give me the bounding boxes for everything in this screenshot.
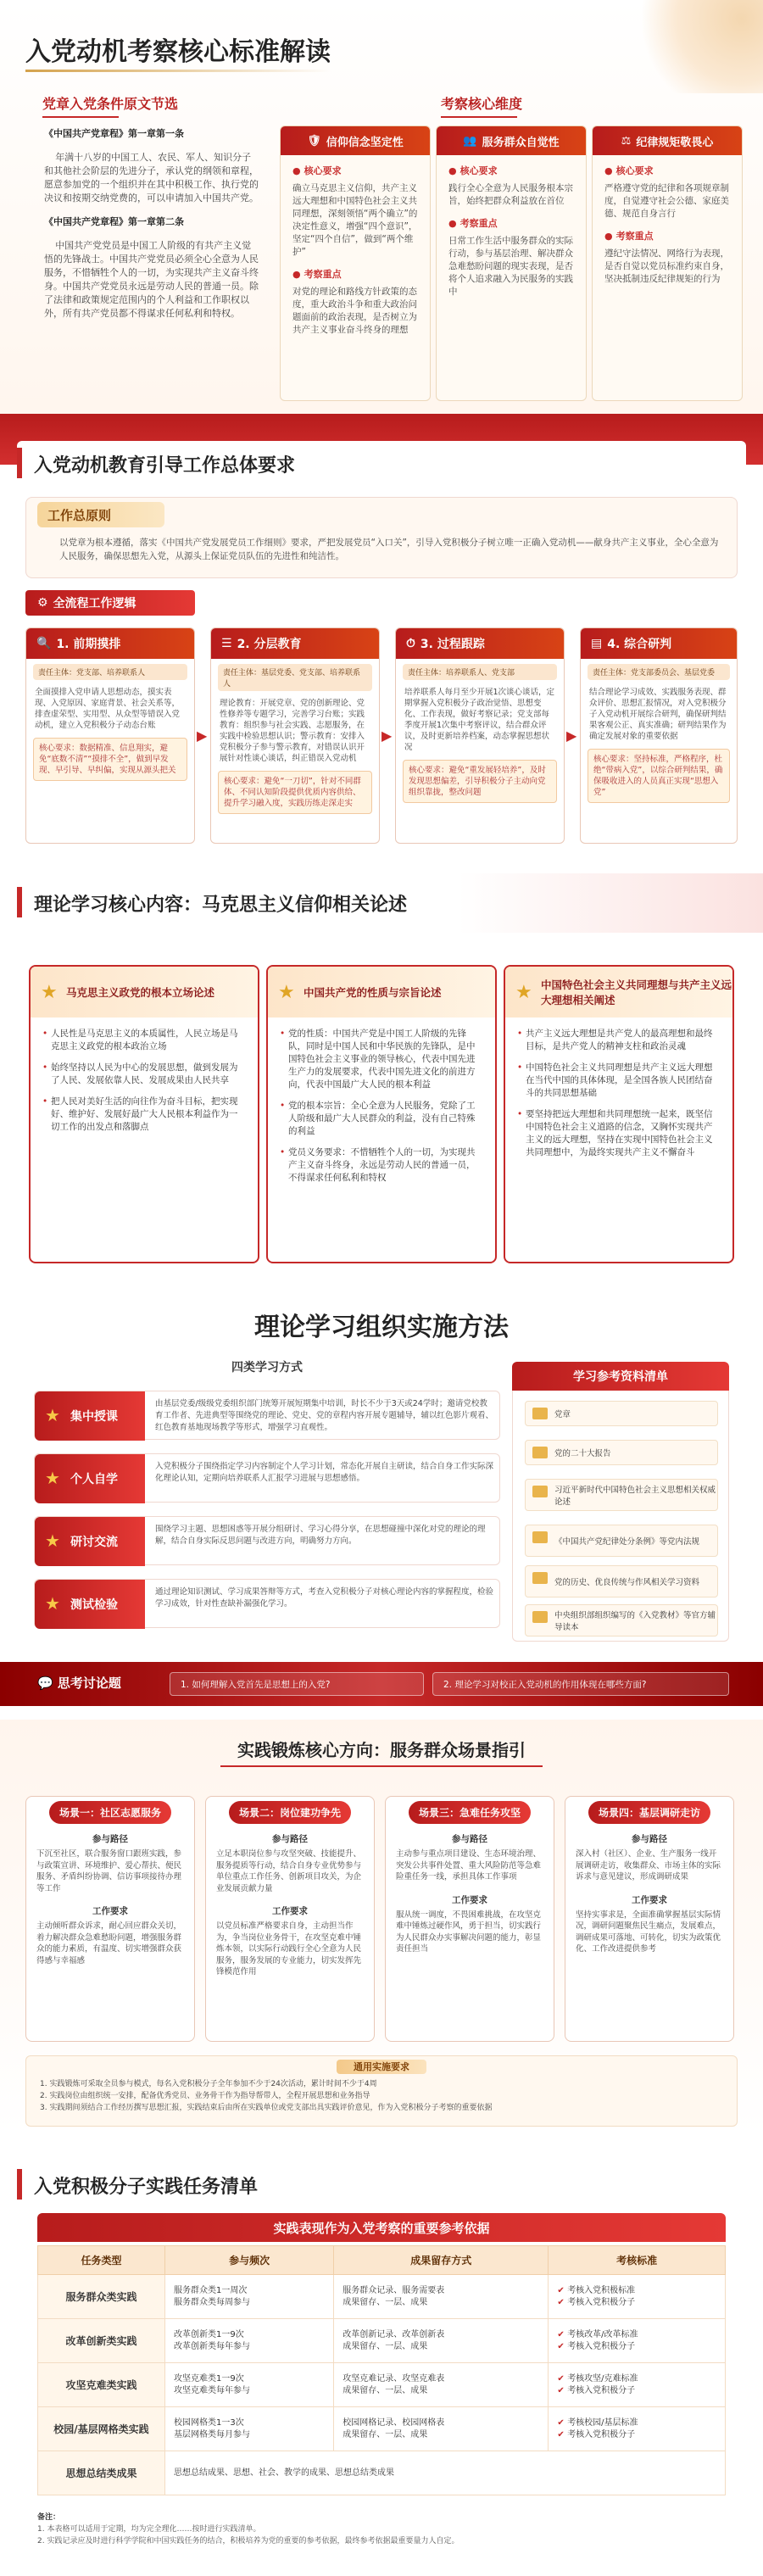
path-label: 参与路径: [92, 1834, 128, 1844]
path-label: 参与路径: [272, 1834, 308, 1844]
people-icon: 👥: [463, 134, 477, 148]
req-label: 工作要求: [272, 1906, 308, 1916]
clock-icon: ⏱: [406, 637, 415, 650]
general-list: [26, 2073, 737, 2119]
section-title: 实践锻炼核心方向：服务群众场景指引: [220, 1740, 543, 1767]
task-keep: 改革创新记录、改革创新表 成果留存、一层、成果: [334, 2319, 549, 2363]
table-row: [38, 2275, 726, 2319]
req-text: 主动倾听群众诉求，耐心回应群众关切，着力解决群众急难愁盼问题，增强服务群众的能力素质，有温度、切实增强群众获得感与幸福感: [36, 1921, 182, 1965]
dimension-card-service: [436, 125, 587, 401]
reference-item[interactable]: 党的二十大报告: [525, 1440, 718, 1465]
task-type: 服务群众类实践: [38, 2275, 165, 2319]
task-keep: 攻坚克难记录、攻坚克难表 成果留存、一层、成果: [334, 2363, 549, 2407]
theory-card-header: ★ 马克思主义政党的根本立场论述: [31, 967, 258, 1018]
method-row-discussion: [34, 1516, 500, 1565]
general-requirements: [25, 2055, 738, 2127]
path-label: 参与路径: [632, 1834, 667, 1844]
method-text: 围绕学习主题、思想困惑等开展分组研讨、学习心得分享，在思想碰撞中深化对党的理论的理解，结合自身实际反思问题与改进方向，明确努力方向。: [155, 1525, 486, 1546]
dimension-card-header: 👥 服务群众自觉性: [437, 126, 586, 155]
left-heading: 党章入党条件原文节选: [42, 93, 178, 113]
task-std: ✔ 考核入党积极标准 ✔ 考核入党积极分子: [549, 2275, 726, 2319]
dot-icon: ●: [292, 268, 301, 280]
reference-item[interactable]: 《中国共产党纪律处分条例》等党内法规: [525, 1525, 718, 1557]
focus-label: ● 考察重点: [604, 230, 654, 242]
scale-icon: ⚖: [621, 134, 632, 148]
method-label: ★ 集中授课: [35, 1391, 145, 1441]
step-note: 核心要求：避免“重发展轻培养”，及时发现思想偏差，引导积极分子主动向党组织靠拢，整改问题: [403, 760, 557, 803]
step-note: 核心要求：坚持标准，严格程序，杜绝“带病入党”，以综合研判结果，确保吸收进入的人员真正实现“思想入党”: [588, 749, 730, 803]
section-title: 入党积极分子实践任务清单: [34, 2177, 259, 2198]
method-text: 由基层党委/级级党委组织部门统筹开展短期集中培训，时长不少于3天或24学时；邀请党校教育工作者、先进典型等围绕党的理论、党史、党的章程内容开展专题辅导，辅以红色影片观看、红色教育基地现场教学等形式，增强学习直观性。: [155, 1399, 494, 1432]
section-marker: [17, 448, 22, 478]
method-row-lecture: [34, 1391, 500, 1440]
req-label: 工作要求: [92, 1906, 128, 1916]
arrow-right-icon: ▶: [566, 728, 577, 744]
core-label: ● 核心要求: [604, 164, 654, 176]
dimension-card-discipline: [592, 125, 743, 401]
discussion-label: 💬 思考讨论题: [37, 1676, 121, 1691]
theory-card-list: [31, 1018, 258, 1152]
column-header: 成果留存方式: [334, 2246, 549, 2275]
folder-icon: [532, 1447, 548, 1458]
dot-icon: ●: [604, 230, 613, 242]
folder-icon: [532, 1486, 548, 1497]
step-note: 核心要求：数据精准、信息翔实，避免“底数不清”“摸排不全”，做到早发现、早引导、早纠偏，实现从源头把关: [33, 738, 187, 781]
req-text: 坚持实事求是，全面准确掌握基层实际情况，调研问题聚焦民生痛点，发展难点，调研成果可落地、可转化，切实为政策优化、工作改进提供参考: [576, 1910, 721, 1954]
section-title: 理论学习核心内容：马克思主义信仰相关论述: [34, 895, 408, 916]
scenario-card-2: [205, 1796, 375, 2042]
task-keep: 服务群众记录、服务需要表 成果留存、一层、成果: [334, 2275, 549, 2319]
list-item: • 把人民对美好生活的向往作为奋斗目标，把实现好、维护好、发展好最广大人民根本利益作为一切工作的出发点和落脚点: [42, 1096, 246, 1134]
flow-label: ⚙ 全流程工作逻辑: [25, 590, 195, 616]
check-icon: ✔: [557, 2341, 568, 2351]
charter-article-1-text: 年满十八岁的中国工人、农民、军人、知识分子和其他社会阶层的先进分子，承认党的纲领和章程，愿意参加党的一个组织并在其中积极工作、执行党的决议和按期交纳党费的，可以申请加入中国共产党。: [44, 152, 259, 204]
step-text: 全面摸排入党申请人思想动态，摸实表现、入党原因、家庭背景、社会关系等，排查虚荣型、实用型、从众型等错误入党动机，建立入党积极分子动态台账: [35, 688, 181, 730]
check-icon: ✔: [557, 2297, 568, 2307]
method-text: 入党积极分子围绕指定学习内容制定个人学习计划，常态化开展自主研读，结合自身工作实际深化理论认知，定期向培养联系人汇报学习进展与思想感悟。: [155, 1462, 494, 1483]
scenario-header: 场景三：急难任务攻坚: [386, 1797, 554, 1827]
list-item: • 要坚持把远大理想和共同理想统一起来，既坚信中国特色社会主义道路的信念，又胸怀实现共产主义的远大理想，坚持在实现中国特色社会主义共同理想中，为最终实现共产主义不懈奋斗: [517, 1108, 721, 1159]
arrow-right-icon: ▶: [197, 728, 208, 744]
core-text: 践行全心全意为人民服务根本宗旨，始终把群众利益放在首位: [448, 183, 573, 206]
path-text: 主动参与重点项目建设、生态环境治理、突发公共事件处置、重大风险防范等急难险重任务一线，承担具体工作事项: [396, 1849, 542, 1882]
list-item: • 党员义务要求：不惜牺牲个人的一切，为实现共产主义奋斗终身，永远是劳动人民的普通一员，不得谋求任何私利和特权: [280, 1146, 483, 1185]
list-item: • 始终坚持以人民为中心的发展思想，做到发展为了人民、发展依靠人民、发展成果由人民共享: [42, 1062, 246, 1087]
section-title: 入党动机教育引导工作总体要求: [34, 455, 296, 477]
chat-icon: 💬: [37, 1676, 53, 1691]
method-row-selfstudy: [34, 1453, 500, 1503]
method-label: ★ 个人自学: [35, 1454, 145, 1503]
folder-icon: [532, 1572, 548, 1584]
task-std: ✔ 考核改革/改革标准 ✔ 考核入党积极分子: [549, 2319, 726, 2363]
req-label: 工作要求: [452, 1894, 487, 1905]
step-header: 🔍 1. 前期摸排: [26, 628, 194, 659]
table-row: [38, 2407, 726, 2451]
reference-item[interactable]: 中央组织部组织编写的《入党教材》等官方辅导读本: [525, 1604, 718, 1636]
check-icon: ✔: [557, 2385, 568, 2395]
list-item: • 党的根本宗旨：全心全意为人民服务，党除了工人阶级和最广大人民群众的利益，没有自己特殊的利益: [280, 1100, 483, 1138]
principle-label: 工作总原则: [37, 502, 164, 527]
star-icon: ★: [41, 982, 58, 1003]
general-item: 2. 实践岗位由组织统一安排，配备优秀党员、业务骨干作为指导帮带人，全程开展思想和业务指导: [40, 2092, 370, 2100]
dimension-card-header: ⚖ 纪律规矩敬畏心: [593, 126, 742, 155]
req-text: 服从统一调度，不畏困难挑战，在攻坚克难中锤炼过硬作风，勇于担当，切实践行为人民群众办实事解决问题的能力，彰显责任担当: [396, 1910, 542, 1954]
step-header: ☰ 2. 分层教育: [211, 628, 379, 659]
theory-card-header: ★ 中国特色社会主义共同理想与共产主义远大理想相关阐述: [505, 967, 732, 1018]
dimension-card-belief: [280, 125, 431, 401]
task-banner: 实践表现作为入党考察的重要参考依据: [37, 2213, 726, 2242]
step-card-2: [210, 627, 380, 844]
notes-label: 备注：: [37, 2513, 61, 2522]
general-item: 1. 实践锻炼可采取全员参与模式，每名入党积极分子全年参加不少于24次活动，累计时间不少于4周: [40, 2080, 377, 2088]
method-label: ★ 研讨交流: [35, 1517, 145, 1566]
right-heading: 考察核心维度: [441, 93, 522, 113]
charter-article-1-title: 《中国共产党章程》第一章第一条: [44, 128, 184, 139]
step-text: 理论教育：开展党章、党的创新理论、党性修养等专题学习，完善学习台账；实践教育：组织参与社会实践、志愿服务，在实践中检验思想认识；警示教育：安排入党积极分子参与警示教育，对错误认识开展针对性谈心谈话，纠正错误入党动机: [220, 699, 365, 763]
dot-icon: ●: [292, 164, 301, 176]
reference-title: 学习参考资料清单: [512, 1362, 729, 1391]
step-text: 结合理论学习成效、实践服务表现、群众评价、思想汇报情况，对入党积极分子入党动机开展综合研判，确保研判结果客观公正、真实准确；研判结果作为确定发展对象的重要依据: [589, 688, 727, 741]
theory-card-2: [266, 965, 497, 1263]
column-header: 参与频次: [165, 2246, 334, 2275]
star-icon: ★: [45, 1405, 60, 1425]
focus-text: 日常工作生活中服务群众的实际行动，参与基层治理、解决群众急难愁盼问题的现实表现，是否将个人追求融入为民服务的实践中: [448, 236, 573, 297]
gear-icon: ⚙: [37, 596, 48, 610]
column-header: 任务类型: [38, 2246, 165, 2275]
dimension-card-header: 🛡 信仰信念坚定性: [281, 126, 430, 155]
chart-icon: ▤: [591, 637, 603, 650]
check-icon: ✔: [557, 2373, 568, 2384]
arrow-right-icon: ▶: [382, 728, 393, 744]
step-text: 培养联系人每月至少开展1次谈心谈话，定期掌握入党积极分子政治觉悟、思想变化、工作表现，做好考察记录；党支部每季度开展1次集中考察评议，结合群众评议，及时更新培养档案，动态掌握思想状况: [404, 688, 555, 752]
folder-icon: [532, 1611, 548, 1623]
decoration: [619, 0, 763, 93]
section-marker: [17, 2169, 22, 2200]
section-title: 理论学习组织实施方法: [254, 1313, 509, 1342]
method-row-test: [34, 1579, 500, 1628]
star-icon: ★: [45, 1593, 60, 1614]
reference-item[interactable]: 党章: [525, 1401, 718, 1426]
step-card-1: [25, 627, 195, 844]
path-text: 下沉至社区，联合服务窗口跟班实践，参与政策宣讲、环境维护、爱心帮扶、便民服务、矛盾纠纷协调、信访事项接待办理等工作: [36, 1849, 182, 1893]
scenario-card-1: [25, 1796, 195, 2042]
table-notes: [37, 2512, 726, 2547]
step-responsibility: 责任主体：培养联系人、党支部: [403, 664, 557, 680]
folder-icon: [532, 1531, 548, 1543]
scenario-card-3: [385, 1796, 554, 2042]
star-icon: ★: [45, 1531, 60, 1551]
star-icon: ★: [515, 982, 532, 1003]
theory-card-1: [29, 965, 259, 1263]
practice-title-wrap: [0, 1737, 763, 1761]
star-icon: ★: [278, 982, 295, 1003]
step-responsibility: 责任主体：基层党委、党支部、培养联系人: [218, 664, 372, 691]
path-text: 深入村（社区）、企业、生产服务一线开展调研走访，收集群众、市场主体的实际诉求与意见建议，形成调研成果: [576, 1849, 721, 1882]
note-item: 1. 本表格可以适用于定期，均为完全理化……按时进行实践清单。: [37, 2525, 261, 2534]
list-item: • 共产主义远大理想是共产党人的最高理想和最终目标，是共产党人的精神支柱和政治灵魂: [517, 1028, 721, 1053]
focus-label: ● 考察重点: [292, 268, 342, 280]
reference-item[interactable]: 习近平新时代中国特色社会主义思想相关权威论述: [525, 1479, 718, 1511]
focus-label: ● 考察重点: [448, 217, 498, 229]
task-type: 校园/基层网格类实践: [38, 2407, 165, 2451]
dot-icon: ●: [448, 164, 457, 176]
core-text: 严格遵守党的纪律和各项规章制度，自觉遵守社会公德、家庭美德、规范自身言行: [604, 183, 729, 219]
general-item: 3. 实践期间须结合工作经历撰写思想汇报，实践结束后由所在实践单位或党支部出具实践评价意见，作为入党积极分子考察的重要依据: [40, 2104, 493, 2112]
layers-icon: ☰: [221, 637, 232, 650]
step-card-4: [580, 627, 738, 844]
check-icon: ✔: [557, 2417, 568, 2428]
task-keep: 校园网格记录、校园网格表 成果留存、一层、成果: [334, 2407, 549, 2451]
list-item: • 人民性是马克思主义的本质属性，人民立场是马克思主义政党的根本政治立场: [42, 1028, 246, 1053]
general-label-wrap: [26, 2060, 737, 2073]
scenario-card-4: [565, 1796, 734, 2042]
note-item: 2. 实践记录应及时进行科学学院和中国实践任务的结合，积极培养为党的重要的参考依据，最终参考依据最重要量力人自定。: [37, 2537, 459, 2545]
table-row: [38, 2319, 726, 2363]
theory-card-list: [268, 1018, 495, 1203]
dot-icon: ●: [448, 217, 457, 229]
principle-text: 以党章为根本遵循，落实《中国共产党发展党员工作细则》要求，严把发展党员“入口关”，引导入党积极分子树立唯一正确入党动机——献身共产主义事业，全心全意为人民服务，确保思想先入党，从源头上保证党员队伍的先进性和纯洁性。: [59, 538, 719, 561]
charter-excerpts: [44, 127, 260, 331]
step-header: ▤ 4. 综合研判: [581, 628, 737, 659]
shield-icon: 🛡: [307, 134, 321, 148]
task-freq: 校园网格类1一3次 基层网格类每月参与: [165, 2407, 334, 2451]
step-responsibility: 责任主体：党支部、培养联系人: [33, 664, 187, 680]
step-responsibility: 责任主体：党支部委员会、基层党委: [588, 664, 730, 680]
task-freq: 改革创新类1一9次 改革创新类每年参与: [165, 2319, 334, 2363]
list-item: • 党的性质：中国共产党是中国工人阶级的先锋队，同时是中国人民和中华民族的先锋队，是中国特色社会主义事业的领导核心，代表中国先进生产力的发展要求，代表中国先进文化的前进方向，代表中国最广大人民的根本利益: [280, 1028, 483, 1091]
discussion-question-2: 2. 理论学习对校正入党动机的作用体现在哪些方面?: [432, 1672, 729, 1696]
charter-article-2-text: 中国共产党党员是中国工人阶级的有共产主义觉悟的先锋战士。中国共产党党员必须全心全意为人民服务，不惜牺牲个人的一切，为实现共产主义奋斗终身。中国共产党党员永远是劳动人民的普通一员。除了法律和政策规定范围内的个人利益和工作职权以外，所有共产党员都不得谋求任何私利和特权。: [44, 240, 259, 319]
task-type: 思想总结类成果: [38, 2451, 165, 2495]
req-text: 以党员标准严格要求自身，主动担当作为，争当岗位业务骨干，在攻坚克难中锤炼本领，以实际行动践行全心全意为人民服务，服务发展的专业能力，切实发挥先锋模范作用: [216, 1921, 362, 1977]
charter-article-2-title: 《中国共产党章程》第一章第二条: [44, 216, 184, 227]
step-note: 核心要求：避免“一刀切”，针对不同群体、不同认知阶段提供优质内容供给、提升学习融入度，实践历练走深走实: [218, 771, 372, 814]
method-label: ★ 测试检验: [35, 1580, 145, 1629]
star-icon: ★: [45, 1468, 60, 1488]
check-icon: ✔: [557, 2285, 568, 2295]
table-row: [38, 2451, 726, 2495]
task-freq: 服务群众类1一周次 服务群众类每周参与: [165, 2275, 334, 2319]
task-std: ✔ 考核校园/基层标准 ✔ 考核入党积极分子: [549, 2407, 726, 2451]
path-text: 立足本职岗位参与攻坚突破、技能提升、服务提质等行动，结合自身专业优势参与单位重点工作任务、创新项目攻关，为企业发展贡献力量: [216, 1849, 362, 1893]
focus-text: 遵纪守法情况、网络行为表现，是否自觉以党员标准约束自身，坚决抵制违反纪律规矩的行为: [604, 248, 729, 284]
methods-subtitle: 四类学习方式: [231, 1361, 303, 1374]
core-label: ● 核心要求: [292, 164, 342, 176]
task-type: 改革创新类实践: [38, 2319, 165, 2363]
theory-card-list: [505, 1018, 732, 1178]
table-header-row: [38, 2246, 726, 2275]
check-icon: ✔: [557, 2329, 568, 2339]
page-title: 入党动机考察核心标准解读: [25, 37, 331, 67]
section-standards: [0, 0, 763, 414]
task-std: ✔ 考核攻坚/克难标准 ✔ 考核入党积极分子: [549, 2363, 726, 2407]
table-row: [38, 2363, 726, 2407]
path-label: 参与路径: [452, 1834, 487, 1844]
theory-card-3: [504, 965, 734, 1263]
section-marker: [17, 887, 22, 917]
task-table: [37, 2245, 726, 2495]
scenario-header: 场景一：社区志愿服务: [26, 1797, 194, 1827]
column-header: 考核标准: [549, 2246, 726, 2275]
search-icon: 🔍: [36, 637, 52, 650]
discussion-question-1: 1. 如何理解入党首先是思想上的入党?: [170, 1672, 424, 1696]
method-text: 通过理论知识测试、学习成果答辩等方式，考查入党积极分子对核心理论内容的掌握程度，检验学习成效，针对性查缺补漏强化学习。: [155, 1587, 494, 1609]
step-header: ⏱ 3. 过程跟踪: [396, 628, 564, 659]
task-type: 攻坚克难类实践: [38, 2363, 165, 2407]
general-label: 通用实施要求: [337, 2060, 426, 2074]
focus-text: 对党的理论和路线方针政策的态度，重大政治斗争和重大政治问题面前的政治表现，是否树立为共产主义事业奋斗终身的理想: [292, 287, 417, 335]
task-freq: 攻坚克难类1一9次 攻坚克难类每年参与: [165, 2363, 334, 2407]
core-text: 确立马克思主义信仰，共产主义远大理想和中国特色社会主义共同理想，深刻领悟“两个确立”的决定性意义，增强“四个意识”，坚定“四个自信”，做到“两个维护”: [292, 183, 418, 257]
scenario-header: 场景二：岗位建功争先: [206, 1797, 374, 1827]
dot-icon: ●: [604, 164, 613, 176]
check-icon: ✔: [557, 2429, 568, 2439]
discussion-bar: [0, 1662, 763, 1706]
list-item: • 中国特色社会主义共同理想是共产主义远大理想在当代中国的具体体现，是全国各族人民团结奋斗的共同思想基础: [517, 1062, 721, 1100]
req-label: 工作要求: [632, 1894, 667, 1905]
title-underline: [25, 70, 331, 72]
theory-card-header: ★ 中国共产党的性质与宗旨论述: [268, 967, 495, 1018]
core-label: ● 核心要求: [448, 164, 498, 176]
scenario-header: 场景四：基层调研走访: [565, 1797, 733, 1827]
step-card-3: [395, 627, 565, 844]
reference-item[interactable]: 党的历史、优良传统与作风相关学习资料: [525, 1565, 718, 1597]
folder-icon: [532, 1408, 548, 1419]
task-summary: 思想总结成果、思想、社会、教学的成果、思想总结类成果: [165, 2451, 726, 2495]
reference-list: [512, 1391, 729, 1642]
